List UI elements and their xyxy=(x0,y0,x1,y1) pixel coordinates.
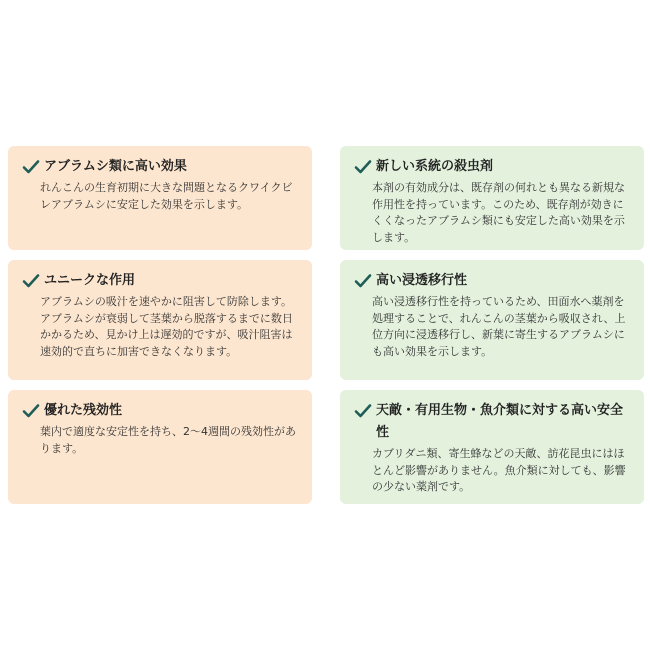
feature-card-residual xyxy=(8,390,312,504)
feature-card-body: 高い浸透移行性を持っているため、田面水へ薬剤を処理することで、れんこんの茎葉から吸収され、上位方向に浸透移行し、新葉に寄生するアブラムシにも高い効果を示します。 xyxy=(372,295,626,358)
feature-card-title: アブラムシ類に高い効果 xyxy=(44,159,187,174)
feature-card-title-row xyxy=(354,156,632,178)
feature-card-title-row xyxy=(22,156,300,178)
check-icon xyxy=(354,402,372,420)
feature-card-body: 葉内で適度な安定性を持ち、2〜4週間の残効性があります。 xyxy=(40,425,296,455)
feature-card-title-row xyxy=(22,270,300,292)
check-icon xyxy=(22,402,40,420)
feature-card-title: ユニークな作用 xyxy=(44,273,136,288)
feature-card-title: 優れた残効性 xyxy=(44,403,123,418)
feature-card-title-row xyxy=(354,270,632,292)
feature-card-title: 天敵・有用生物・魚介類に対する高い安全性 xyxy=(376,403,624,440)
feature-card-body: れんこんの生育初期に大きな問題となるクワイクビレアブラムシに安定した効果を示します。 xyxy=(40,181,293,211)
feature-card-unique-action xyxy=(8,260,312,380)
check-icon xyxy=(22,158,40,176)
feature-card-safety xyxy=(340,390,644,504)
feature-card-aphid-efficacy xyxy=(8,146,312,250)
feature-card-body: 本剤の有効成分は、既存剤の何れとも異なる新規な作用性を持っています。このため、既存剤が効きにくくなったアブラムシ類にも安定した高い効果を示します。 xyxy=(372,181,625,244)
feature-card-title: 高い浸透移行性 xyxy=(376,273,468,288)
check-icon xyxy=(354,272,372,290)
feature-card-title-row xyxy=(354,400,632,444)
feature-card-body: アブラムシの吸汁を速やかに阻害して防除します。アブラムシが衰弱して茎葉から脱落するまでに数日かかるため、見かけ上は遅効的ですが、吸汁阻害は速効的で直ちに加害できなくなります。 xyxy=(40,295,293,358)
feature-card-new-class xyxy=(340,146,644,250)
feature-card-title-row xyxy=(22,400,300,422)
feature-card-systemic xyxy=(340,260,644,380)
check-icon xyxy=(354,158,372,176)
feature-card-title: 新しい系統の殺虫剤 xyxy=(376,159,494,174)
feature-card-body: カブリダニ類、寄生蜂などの天敵、訪花昆虫にはほとんど影響がありません。魚介類に対しても、影響の少ない薬剤です。 xyxy=(372,447,626,493)
check-icon xyxy=(22,272,40,290)
